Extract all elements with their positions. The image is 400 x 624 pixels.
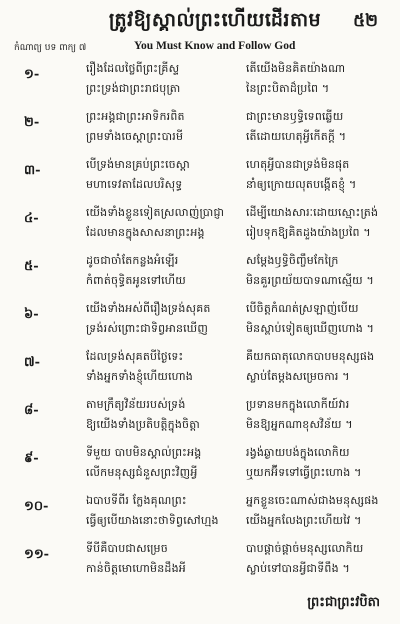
verse-line: ប្រទានមកក្នុងលោកីយ៍វារ	[246, 398, 350, 411]
verse-line: លើកមនុស្សជំនួសព្រះវិញអ្វី	[86, 466, 198, 479]
verse-line: ឯបាបទីពីរ ក្លែងគុណព្រះ	[86, 494, 187, 507]
verse-line: ព្រមទាំងចេស្តាព្រះបារមី	[86, 130, 184, 143]
verse-line: ទីមួយ បាបមិនស្គាល់ព្រះអង្គ	[86, 446, 202, 459]
page-header	[0, 6, 400, 40]
poem-meter-label: កំណាព្យ បទ ពាក្យ ៧	[14, 43, 87, 53]
verse-line: តើដោយហេតុអ្វីកើតក្តី ។	[246, 130, 347, 143]
verse-number: ១១-	[24, 547, 50, 562]
verse-line: ដែលទ្រង់សុគតបីថ្ងៃទេះ	[86, 350, 184, 363]
verse	[0, 348, 400, 394]
verse-line: ស្លាប់ទៅបានអ្វីជាទីពឹង ។	[246, 562, 350, 575]
verse-line: ដែលមានក្នុងសាសនាព្រះអង្គ	[86, 226, 205, 239]
verse-line: ទ្រង់រស់ព្រោះជាទិព្វអានឃើញ	[86, 322, 209, 335]
verse-line: តាមក្រឹត្យវិន័យរបស់ទ្រង់	[86, 398, 186, 411]
verse-line: ហេតុអ្វីបានជាទ្រង់មិនផុត	[246, 158, 350, 171]
verse-line: ដូចជាចាំតែកន្លងអំឡើរ	[86, 254, 179, 267]
verse-line: ស្លាប់តែម្តងសម្រេចការ ។	[246, 370, 350, 383]
verse-line: កំពាត់ចុទ្ធិតអូនទៅហើយ	[86, 274, 186, 287]
verse-line: ដើម្បីយោងសារៈដោយស្មោះត្រង់	[246, 206, 379, 219]
verse-number: ៤-	[24, 211, 39, 226]
verse-line: អ្នកខ្លួនចេះណាស់ជាងមនុស្សផង	[246, 494, 379, 507]
verse	[0, 396, 400, 442]
verse-line: មហាទេវតាដែលបរិសុទ្ធ	[86, 178, 183, 191]
verse-line: កាន់ចិត្តមោហោមិនដឹងអី	[86, 562, 186, 575]
verse-line: ទីបីគឺបាបជាសម្រេច	[86, 542, 168, 555]
verse-number: ៣-	[24, 163, 41, 178]
verse	[0, 444, 400, 490]
verse-number: ៨-	[24, 403, 39, 418]
verse	[0, 492, 400, 538]
verse-line: យើងទាំងខ្លួនទៀតស្រលាញ់ប្រាជ្ញា	[86, 206, 225, 219]
verse	[0, 156, 400, 202]
verse-line: រង្វង់ឆ្ងាយបង់ក្នុងលោកិយ	[246, 446, 350, 459]
verse	[0, 540, 400, 586]
verse-number: ១-	[24, 67, 40, 82]
verse	[0, 252, 400, 298]
verse	[0, 60, 400, 106]
verse-line: ជាព្រះមានឫទ្ធិទេពឆ្លើយ	[246, 110, 344, 123]
verse-line: បើចិត្តកំណត់ស្រឡាញ់បើយ	[246, 302, 359, 315]
verse-line: យើងទាំងអស់ពីរឿងទ្រង់សុគត	[86, 302, 211, 315]
verse-line: រឿងដែលថ្លៃពីព្រះគ្រីស្ទ	[86, 62, 180, 75]
page-title: ត្រូវឱ្យស្គាល់ព្រះហើយដើរតាម	[108, 9, 322, 31]
page-number: ៥២	[353, 11, 378, 31]
verse-line: ឱ្យយើងទាំងប្រតិបត្តិក្នុងចិត្តា	[86, 418, 200, 431]
verse-number: ២-	[24, 115, 40, 130]
verse-line: ទាំងអ្នកទាំងខ្ញុំហើយហោង	[86, 370, 193, 383]
verse-line: សម្តែងឫទ្ធិចិញ្ចឹមកែក្រៃ	[246, 254, 339, 267]
verse-number: ៥-	[24, 259, 39, 274]
verse-line: មិនស្ពាប់ទៀតឲ្យឃើញហោង ។	[246, 322, 375, 335]
verse-line: នៃព្រះបិតាដ៏ប្រពៃ ។	[246, 82, 330, 95]
verse-number: ៩-	[24, 451, 39, 466]
verse-line: តើយើងមិនគិតយ៉ាងណា	[246, 62, 346, 75]
verse-line: យើងអ្នកលែងព្រះហើយវៃ ។	[246, 514, 362, 527]
english-title: You Must Know and Follow God	[134, 40, 296, 52]
verse-line: មិនឱ្យអ្នកណាខុសវិន័យ ។	[246, 418, 353, 431]
verse-number: ៦-	[24, 307, 39, 322]
verse-line: ព្រះអង្គជាព្រះអាទិករពិត	[86, 110, 185, 123]
verse-line: ឬយកអ៊ីទទៅធ្វើព្រះហោង ។	[246, 466, 362, 479]
verse-number: ៧-	[24, 355, 41, 370]
verse-line: គឺយកធាតុលោកបាបមនុស្សផង	[246, 350, 375, 363]
verse-line: រៀបទុកឱ្យគិតដួងយ៉ាងប្រពៃ ។	[246, 226, 371, 239]
verse-line: បើទ្រង់មានគ្រប់ព្រះចេស្តា	[86, 158, 190, 171]
verse-line: មិនគួរព្រយ័យបាទណាស្មើយ ។	[246, 274, 375, 287]
verse-line: បាបផ្តាច់ផ្តាច់មនុស្សលោកិយ	[246, 542, 364, 555]
verse-number: ១០-	[24, 499, 49, 514]
verse	[0, 204, 400, 250]
subheader	[14, 40, 390, 56]
verse-line: ធ្វើឲ្យបើយាងនោះថាទិព្វសៅហ្មង	[86, 514, 219, 527]
footer-title: ព្រះជាព្រះវបិតា	[307, 595, 380, 610]
verse	[0, 108, 400, 154]
verse	[0, 300, 400, 346]
verse-line: នាំឲ្យក្រោយលុតបង្កើតខ្ញុំ ។	[246, 178, 357, 191]
verse-line: ព្រះទ្រង់ជាព្រះរាជបុត្រា	[86, 82, 181, 95]
